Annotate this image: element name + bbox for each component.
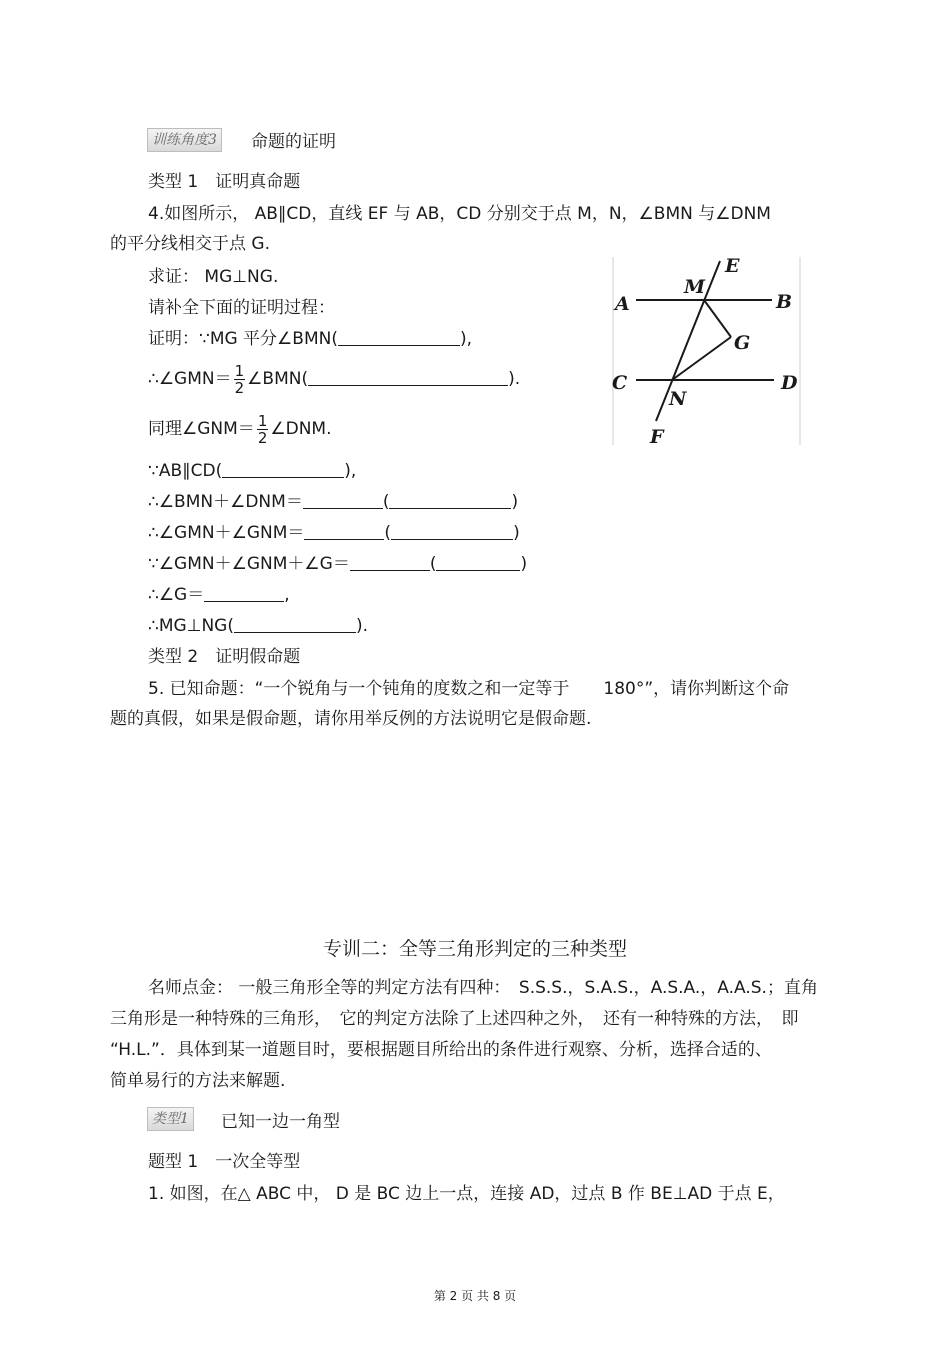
proof-step3 [148,412,331,446]
step2-prefix: ∴∠GMN＝ [148,369,232,389]
step6-text: ∴∠GMN＋∠GNM＝ [148,523,305,543]
tip-line1: 名师点金： 一般三角形全等的判定方法有四种： S.S.S.，S.A.S.，A.S.A.，A.A.S.；直角 [148,978,818,998]
page-footer: 第 2 页 共 8 页 [433,1289,517,1303]
paren-open: ( [429,554,437,574]
proof-step7 [148,553,527,575]
tip-line2: 三角形是一种特殊的三角形， 它的判定方法除了上述四种之外， 还有一种特殊的方法， 即 [110,1009,799,1029]
answer-blank[interactable] [222,461,344,478]
frac-num: 1 [234,361,245,380]
step9-end: ). [356,616,369,636]
frac-num: 1 [257,411,268,430]
answer-blank[interactable] [389,492,511,509]
proof-step9 [148,615,368,637]
segment-mg [704,300,731,337]
type1-heading: 类型 1 证明真命题 [148,172,301,192]
step1-text: 证明：∵MG 平分∠BMN( [148,329,338,349]
tip-line4: 简单易行的方法来解题. [110,1071,286,1091]
section-heading: 命题的证明 [251,132,336,152]
frac-den: 2 [257,428,268,447]
q5-line2: 题的真假，如果是假命题，请你用举反例的方法说明它是假命题. [110,709,592,729]
frac-den: 2 [234,378,245,397]
label-a: A [615,293,630,315]
step2-end: ). [508,369,521,389]
label-m: M [684,276,706,298]
paren-close: ) [511,492,519,512]
answer-blank[interactable] [204,585,284,602]
label-d: D [781,372,798,394]
subtype-heading: 题型 1 一次全等型 [148,1152,301,1172]
paren-close: ) [513,523,520,543]
label-f: F [650,426,664,447]
proof-step5 [148,491,518,513]
step1-end: ), [459,329,473,349]
section-badge: 训练角度3 [147,128,222,152]
paren-close: ) [520,554,528,574]
proof-step2 [148,362,520,396]
step3-prefix: 同理∠GNM＝ [148,419,255,439]
step4-end: ), [344,461,357,481]
answer-blank[interactable] [350,554,430,571]
q4-line2: 的平分线相交于点 G. [110,234,270,254]
tip-line3: “H.L.”．具体到某一道题目时，要根据题目所给出的条件进行观察、分析，选择合适的、 [110,1040,772,1060]
q4-line1: 4.如图所示， AB∥CD，直线 EF 与 AB，CD 分别交于点 M，N，∠BMN 与∠DNM [148,204,771,224]
section2-title: 专训二：全等三角形判定的三种类型 [322,938,627,960]
paren-open: ( [384,523,392,543]
step4-text: ∵AB∥CD( [148,461,223,481]
paren-open: ( [382,492,390,512]
q1-line1: 1. 如图，在△ ABC 中， D 是 BC 边上一点，连接 AD，过点 B 作 BE⊥AD 于点 E， [148,1184,785,1204]
step7-text: ∵∠GMN＋∠GNM＋∠G＝ [148,554,350,574]
label-e: E [725,255,740,277]
answer-blank[interactable] [234,616,356,633]
answer-blank[interactable] [391,523,513,540]
step5-text: ∴∠BMN＋∠DNM＝ [148,492,303,512]
q5-line1: 5. 已知命题：“一个锐角与一个钝角的度数之和一定等于 180°”，请你判断这个命 [148,679,790,699]
label-c: C [612,372,628,394]
answer-blank[interactable] [303,492,383,509]
proof-step4 [148,460,356,482]
step8-end: , [284,585,290,605]
label-b: B [776,291,793,313]
label-n: N [669,388,687,410]
fraction [234,363,246,396]
step9-text: ∴MG⊥NG( [148,616,234,636]
proof-step1 [148,328,472,350]
type-heading: 已知一边一角型 [221,1112,340,1132]
geometry-figure [612,255,802,447]
step2-suffix: ∠BMN( [247,369,309,389]
step8-text: ∴∠G＝ [148,585,205,605]
type2-heading: 类型 2 证明假命题 [148,647,301,667]
answer-blank[interactable] [338,329,460,346]
label-g: G [734,332,751,354]
proof-step6 [148,522,520,544]
step3-suffix: ∠DNM. [270,419,332,439]
fraction [257,413,269,446]
answer-blank[interactable] [304,523,384,540]
q4-prove: 求证： MG⊥NG. [148,267,279,287]
q4-instruction: 请补全下面的证明过程： [148,298,335,318]
answer-blank[interactable] [436,554,520,571]
answer-blank[interactable] [308,369,508,386]
proof-step8 [148,584,290,606]
type-badge: 类型1 [147,1107,194,1131]
